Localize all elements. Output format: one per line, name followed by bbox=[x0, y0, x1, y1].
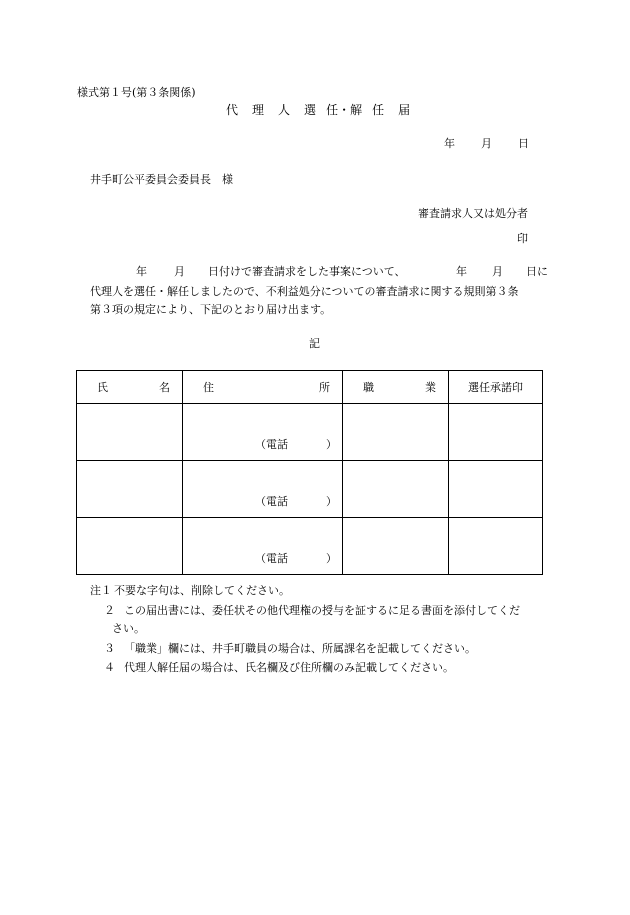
header-consent-seal: 選任承諾印 bbox=[449, 371, 543, 404]
cell-address[interactable] bbox=[183, 518, 343, 575]
title-char: 任 bbox=[372, 103, 385, 117]
title-char: 理 bbox=[252, 103, 265, 117]
date-month-label: 月 bbox=[481, 137, 492, 150]
table-header-row bbox=[77, 371, 543, 404]
title-char: 人 bbox=[278, 103, 291, 117]
representative-table bbox=[76, 370, 543, 575]
document-title bbox=[226, 104, 410, 116]
note-2: ２ この届出書には、委任状その他代理権の授与を証するに足る書面を添付してくだ bbox=[104, 604, 520, 617]
cell-occupation[interactable] bbox=[343, 461, 449, 518]
title-char: 選 bbox=[304, 103, 317, 117]
table-row bbox=[77, 518, 543, 575]
ki-heading: 記 bbox=[309, 337, 320, 350]
date-day-label: 日 bbox=[518, 137, 529, 150]
table-row bbox=[77, 461, 543, 518]
cell-consent-seal[interactable] bbox=[449, 404, 543, 461]
header-occupation: 職 業 bbox=[343, 371, 449, 404]
title-char: 届 bbox=[398, 103, 411, 117]
cell-consent-seal[interactable] bbox=[449, 518, 543, 575]
cell-occupation[interactable] bbox=[343, 404, 449, 461]
addressee: 井手町公平委員会委員長 様 bbox=[90, 173, 233, 186]
title-char: 代 bbox=[226, 103, 239, 117]
cell-name[interactable] bbox=[77, 404, 183, 461]
table-row bbox=[77, 404, 543, 461]
cell-consent-seal[interactable] bbox=[449, 461, 543, 518]
note-2-continued: さい。 bbox=[112, 622, 145, 635]
body-line-3: 第３項の規定により、下記のとおり届け出ます。 bbox=[90, 303, 332, 316]
phone-label: （電話 ） bbox=[255, 552, 337, 565]
phone-label: （電話 ） bbox=[255, 495, 337, 508]
cell-address[interactable] bbox=[183, 404, 343, 461]
seal-label: 印 bbox=[517, 232, 528, 245]
note-4: ４ 代理人解任届の場合は、氏名欄及び住所欄のみ記載してください。 bbox=[104, 661, 454, 674]
requester-label: 審査請求人又は処分者 bbox=[418, 207, 528, 220]
note-1: 注１ 不要な字句は、削除してください。 bbox=[90, 584, 290, 597]
note-3: ３ 「職業」欄には、井手町職員の場合は、所属課名を記載してください。 bbox=[104, 642, 476, 655]
body-day-label: 日に bbox=[526, 265, 548, 278]
body-text: 日付けで審査請求をした事案について、 bbox=[208, 265, 406, 278]
body-line-2: 代理人を選任・解任しましたので、不利益処分についての審査請求に関する規則第３条 bbox=[90, 285, 519, 298]
date-year-label: 年 bbox=[444, 137, 455, 150]
body-year-label: 年 bbox=[136, 265, 147, 278]
body-year-label: 年 bbox=[456, 265, 467, 278]
form-number: 様式第１号(第３条関係) bbox=[77, 86, 196, 99]
cell-name[interactable] bbox=[77, 461, 183, 518]
title-char: 任・解 bbox=[326, 103, 363, 117]
phone-label: （電話 ） bbox=[255, 438, 337, 451]
cell-address[interactable] bbox=[183, 461, 343, 518]
body-month-label: 月 bbox=[174, 265, 185, 278]
header-name: 氏 名 bbox=[77, 371, 183, 404]
header-address: 住 所 bbox=[183, 371, 343, 404]
cell-name[interactable] bbox=[77, 518, 183, 575]
body-month-label: 月 bbox=[492, 265, 503, 278]
cell-occupation[interactable] bbox=[343, 518, 449, 575]
